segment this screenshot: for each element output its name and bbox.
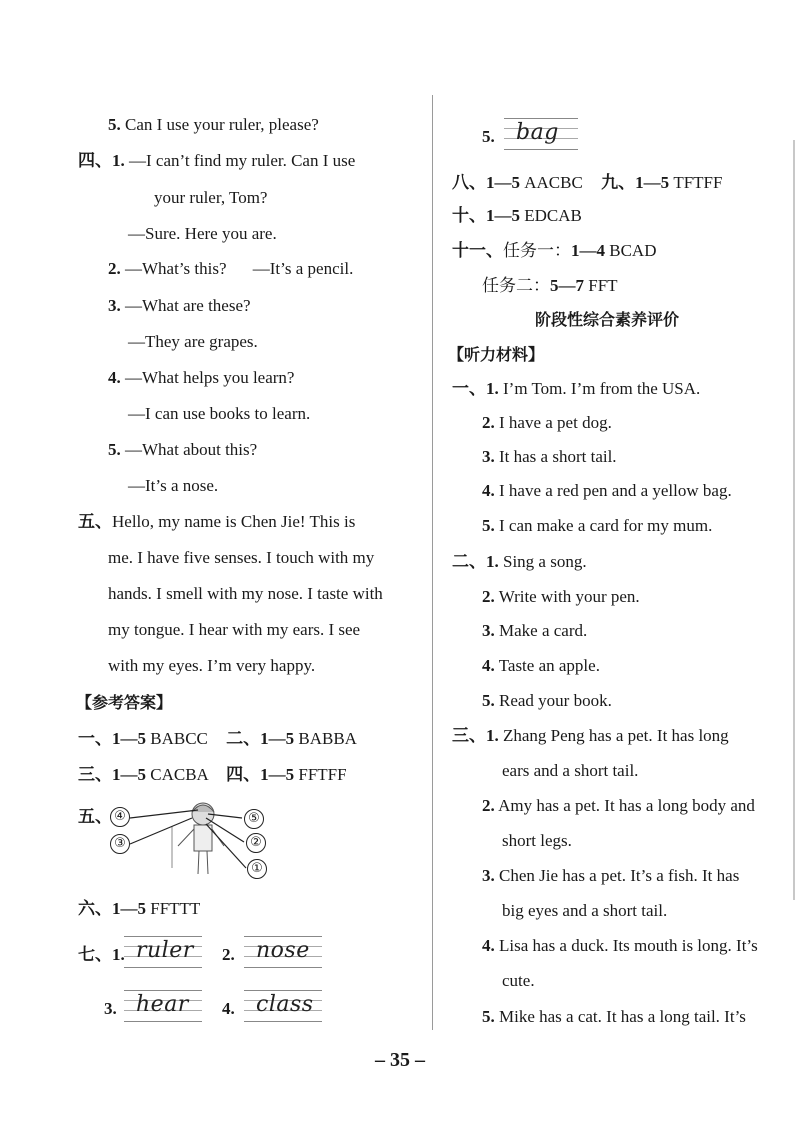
answer-7-item4-number: 4. <box>222 999 235 1018</box>
q5-line5: with my eyes. I’m very happy. <box>108 656 316 675</box>
answer-7-item2-number: 2. <box>222 945 235 964</box>
item-text: Taste an apple. <box>498 656 600 675</box>
p3-item3-line2: big eyes and a short tail. <box>502 901 668 920</box>
item-text: Mike has a cat. It has a long tail. It’s <box>499 1007 746 1026</box>
p3-item2-line2: short legs. <box>502 831 572 850</box>
handwritten-word: nose <box>256 938 310 963</box>
section-label: 十一、 <box>452 241 503 260</box>
task-label: 任务一： <box>503 241 571 260</box>
handwriting-answer-2 <box>244 936 322 970</box>
task-label: 任务二： <box>482 276 550 295</box>
item-number: 5. <box>482 516 495 535</box>
item-text: —What helps you learn? <box>125 368 295 387</box>
item-number: 2. <box>482 796 495 815</box>
p3-item1-line1 <box>452 725 729 747</box>
p3-item1-line2: ears and a short tail. <box>502 761 639 780</box>
item-number: 5. <box>482 1007 495 1026</box>
q4-item1-line3: —Sure. Here you are. <box>128 224 277 243</box>
answer-value: BABCC <box>150 729 208 748</box>
item-text: I have a red pen and a yellow bag. <box>499 481 732 500</box>
item-number: 4. <box>482 656 495 675</box>
p3-item2-line1 <box>482 795 755 817</box>
answer-row-6 <box>78 898 200 920</box>
item-text: Read your book. <box>499 691 612 710</box>
q4-item3-line1 <box>108 295 251 317</box>
item-number: 2. <box>482 413 495 432</box>
item-number: 2. <box>482 587 495 606</box>
item-number: 5. <box>108 440 121 459</box>
handwriting-answer-4 <box>244 990 322 1024</box>
answer-row-11-task2 <box>482 275 618 297</box>
p3-item4-line1 <box>482 935 758 957</box>
item-number: 1. <box>112 945 125 964</box>
page-number: – 35 – <box>375 1049 425 1071</box>
matching-lines <box>130 810 246 868</box>
item-number: 1. <box>486 726 499 745</box>
section-title: 阶段性综合素养评价 <box>535 310 680 329</box>
page-edge-line <box>793 140 795 900</box>
item-number: 1. <box>486 552 499 571</box>
q4-item1-line1 <box>78 150 355 172</box>
paragraph-text: Hello, my name is Chen Jie! This is <box>112 512 356 531</box>
section-label: 二、 <box>452 552 486 571</box>
answer-range: 5—7 <box>550 276 584 295</box>
answer-row-2 <box>78 764 347 786</box>
answer-5-label <box>78 806 112 828</box>
item-text: Lisa has a duck. Its mouth is long. It’s <box>499 936 758 955</box>
answer-value: BCAD <box>609 241 657 260</box>
answer-value: EDCAB <box>524 206 582 225</box>
column-divider <box>432 95 433 1030</box>
item-number: 5. <box>108 115 121 134</box>
answer-range: 1—5 <box>260 765 295 784</box>
section-label: 一、 <box>452 379 486 398</box>
item-text: —What’s this? <box>125 259 227 278</box>
item-text: Make a card. <box>499 621 588 640</box>
p1-item3 <box>482 446 617 468</box>
p2-item5 <box>482 690 612 712</box>
answer-7-label <box>78 944 125 966</box>
item-number: 3. <box>482 621 495 640</box>
answer-row-1 <box>78 728 357 750</box>
answer-value: FFTTT <box>150 899 201 918</box>
answer-row-10 <box>452 205 582 227</box>
q4-item2 <box>108 258 353 280</box>
item-number: 4. <box>108 368 121 387</box>
answer-value: BABBA <box>298 729 357 748</box>
item-text: —What about this? <box>125 440 258 459</box>
circle-mark-5: ⑤ <box>244 809 264 829</box>
item-text: —I can’t find my ruler. Can I use <box>129 151 356 170</box>
item-text: —What are these? <box>125 296 251 315</box>
section-label: 二、 <box>226 729 261 748</box>
answer-range: 1—5 <box>112 899 146 918</box>
p3-item5-line1 <box>482 1006 746 1028</box>
item-number: 3. <box>482 866 495 885</box>
item-number: 3. <box>482 447 495 466</box>
q4-item5-line2: —It’s a nose. <box>128 476 219 495</box>
item-number: 4. <box>482 481 495 500</box>
answer-row-11-task1 <box>452 240 656 262</box>
q4-item4-line2: —I can use books to learn. <box>128 404 311 423</box>
item-text: Amy has a pet. It has a long body and <box>498 796 755 815</box>
answer-value: AACBC <box>524 173 583 192</box>
circle-mark-4: ④ <box>110 807 130 827</box>
item-text: It has a short tail. <box>499 447 617 466</box>
item-text: Can I use your ruler, please? <box>125 115 319 134</box>
q5-line2: me. I have five senses. I touch with my <box>108 548 375 567</box>
section-label: 四、 <box>226 765 261 784</box>
q4-item3-line2: —They are grapes. <box>128 332 258 351</box>
handwriting-answer-3 <box>124 990 202 1024</box>
p2-item2 <box>482 586 640 608</box>
section-label: 八、 <box>452 173 486 192</box>
q5-line3: hands. I smell with my nose. I taste with <box>108 584 383 603</box>
section-label: 九、 <box>601 173 636 192</box>
circle-mark-1: ① <box>247 859 267 879</box>
q4-item1-line2: your ruler, Tom? <box>154 188 268 207</box>
answer-7-item3-number: 3. <box>104 999 117 1018</box>
handwritten-word: hear <box>136 992 189 1017</box>
p1-item1 <box>452 378 700 400</box>
item-number: 1. <box>486 379 499 398</box>
answer-range: 1—5 <box>486 206 520 225</box>
item-text: Write with your pen. <box>498 587 640 606</box>
handwritten-word: class <box>256 992 314 1017</box>
item-number: 1. <box>112 151 125 170</box>
section-label: 五、 <box>78 807 112 826</box>
answer-value: TFTFF <box>673 173 723 192</box>
answer-value: CACBA <box>150 765 208 784</box>
item-text: I have a pet dog. <box>499 413 612 432</box>
item-text: —It’s a pencil. <box>252 259 354 278</box>
handwritten-word: ruler <box>136 938 194 963</box>
answer-value: FFT <box>588 276 618 295</box>
p2-item3 <box>482 620 587 642</box>
listening-title: 【听力材料】 <box>448 345 545 364</box>
answer-7-item5-number: 5. <box>482 127 495 146</box>
handwriting-answer-1 <box>124 936 202 970</box>
item-number: 2. <box>108 259 121 278</box>
item-number: 3. <box>108 296 121 315</box>
circle-mark-2: ② <box>246 833 266 853</box>
item-number: 4. <box>482 936 495 955</box>
handwritten-word: bag <box>516 120 559 145</box>
item-text: I can make a card for my mum. <box>499 516 713 535</box>
answer-row-8-9 <box>452 172 722 194</box>
p2-item1 <box>452 551 587 573</box>
q5-line4: my tongue. I hear with my ears. I see <box>108 620 361 639</box>
item-number: 5. <box>482 691 495 710</box>
girl-figure <box>172 803 224 874</box>
p2-item4 <box>482 655 600 677</box>
section-label: 三、 <box>78 765 112 784</box>
item-text: I’m Tom. I’m from the USA. <box>503 379 701 398</box>
section-label: 五、 <box>78 512 112 531</box>
section-label: 七、 <box>78 945 112 964</box>
section-label: 一、 <box>78 729 112 748</box>
item-text: Sing a song. <box>503 552 587 571</box>
answer-range: 1—5 <box>635 173 670 192</box>
handwriting-answer-5 <box>504 118 578 152</box>
answer-range: 1—5 <box>260 729 295 748</box>
answer-range: 1—5 <box>112 765 146 784</box>
answer-value: FFTFF <box>298 765 347 784</box>
q4-item5-line1 <box>108 439 257 461</box>
answer-range: 1—5 <box>112 729 146 748</box>
circle-mark-3: ③ <box>110 834 130 854</box>
answers-title: 【参考答案】 <box>76 693 173 712</box>
listening-q3-item5 <box>108 114 319 136</box>
section-label: 三、 <box>452 726 486 745</box>
p1-item4 <box>482 480 732 502</box>
p3-item3-line1 <box>482 865 739 887</box>
q4-item4-line1 <box>108 367 294 389</box>
p1-item2 <box>482 412 612 434</box>
section-label: 十、 <box>452 206 486 225</box>
p1-item5 <box>482 515 712 537</box>
answer-range: 1—5 <box>486 173 520 192</box>
section-label: 六、 <box>78 899 112 918</box>
p3-item4-line2: cute. <box>502 971 535 990</box>
item-text: Chen Jie has a pet. It’s a fish. It has <box>499 866 740 885</box>
answer-range: 1—4 <box>571 241 605 260</box>
q5-line1 <box>78 511 355 533</box>
section-label: 四、 <box>78 151 112 170</box>
item-text: Zhang Peng has a pet. It has long <box>503 726 729 745</box>
